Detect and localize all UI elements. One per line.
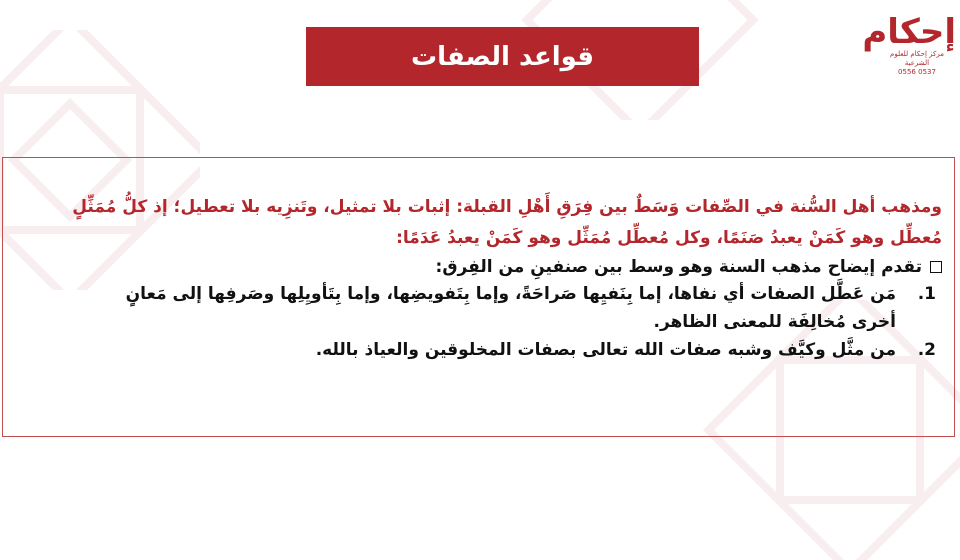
center-logo (862, 12, 956, 84)
item-line: مَن عَطَّل الصفات أي نفاها، إما بِنَفيِها صَراحَةً، وإما بِتَفويضِها، وإما بِتَأويِلِها وصَرفِها إلى مَعانٍ (125, 284, 896, 304)
logo-brand: إحكام (862, 12, 956, 52)
list-item (19, 280, 942, 336)
intro-paragraph (19, 192, 942, 254)
slide-title-text: قواعد الصفات (411, 41, 594, 72)
logo-contact: 0537 0556 (898, 68, 936, 76)
lead-text: تقدم إيضاح مذهب السنة وهو وسط بين صنفينِ من الفِرق: (435, 257, 922, 277)
item-text (19, 336, 896, 364)
intro-line: مُعطِّل وهو كَمَنْ يعبدُ صَنَمًا، وكل مُعطِّل مُمَثِّل وهو كَمَنْ يعبدُ عَدَمًا: (396, 228, 942, 248)
item-number: 2. (917, 340, 936, 360)
item-number: 1. (917, 284, 936, 304)
item-text (19, 280, 896, 336)
intro-line: ومذهب أهل السُّنة في الصِّفات وَسَطٌ بين فِرَقِ أَهْلِ القبلة: إثبات بلا تمثيل، وتَنزِيه بلا تعطيل؛ إذ كلُّ مُمَثِّلٍ (72, 197, 942, 217)
item-line: أخرى مُخالِفَة للمعنى الظاهر. (653, 312, 896, 332)
logo-tagline: مركز إحكام للعلوم الشرعية (890, 50, 944, 67)
slide-title (306, 27, 699, 86)
content-box (2, 157, 955, 437)
list-item (19, 336, 942, 364)
checkbox-bullet-icon (930, 261, 942, 273)
lead-statement (19, 254, 942, 280)
item-line: من مثَّل وكيَّف وشبه صفات الله تعالى بصفات المخلوقين والعياذ بالله. (315, 340, 896, 360)
